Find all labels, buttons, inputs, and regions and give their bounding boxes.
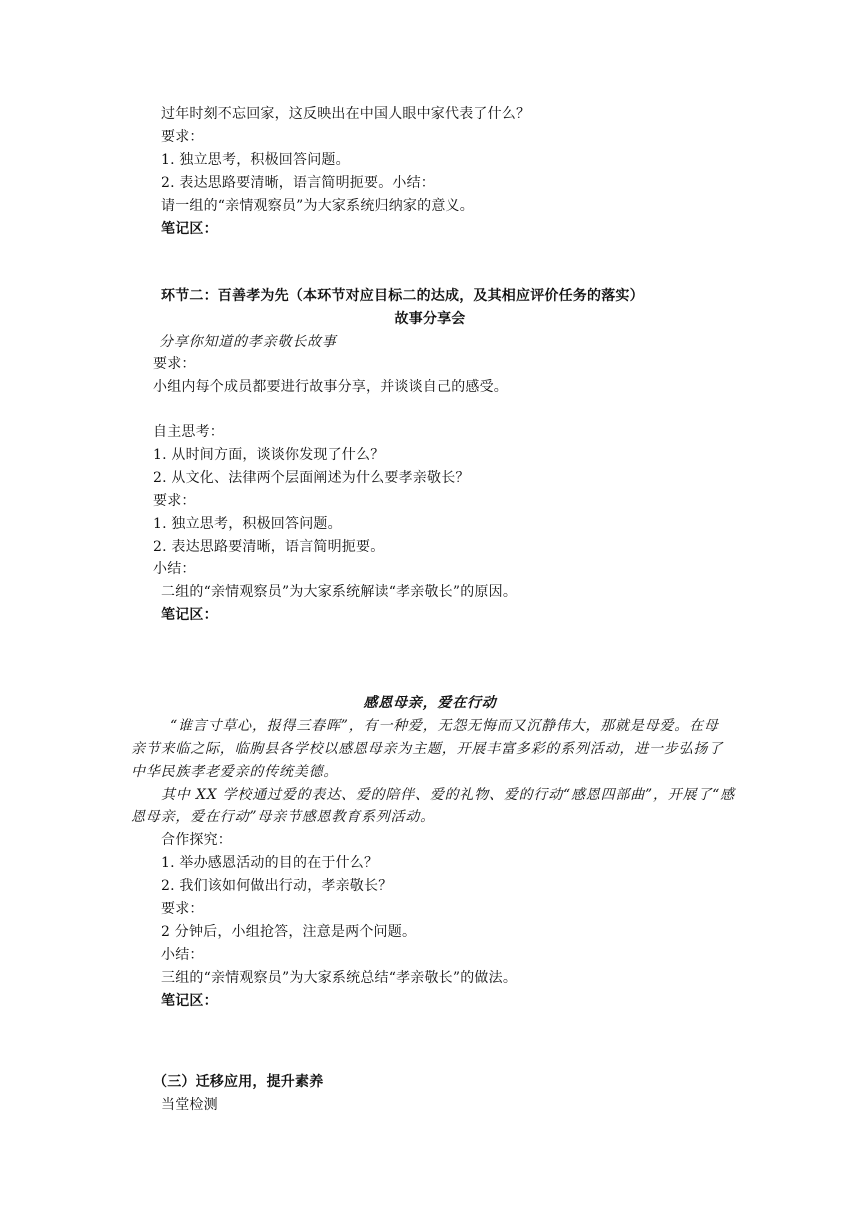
requirement-item: 1. 独立思考，积极回答问题。 [161,152,350,168]
coop-label: 合作探究： [161,832,232,848]
requirement-item: 1. 独立思考，积极回答问题。 [153,516,342,532]
question-item: 2. 从文化、法律两个层面阐述为什么要孝亲敬长？ [153,470,470,486]
section-heading: （三）迁移应用，提升素养 [153,1074,324,1090]
requirement-text: 2 分钟后，小组抢答，注意是两个问题。 [161,924,417,940]
story-title: 感恩母亲，爱在行动 [363,695,497,711]
notes-label: 笔记区： [161,221,218,237]
section-subheading: 故事分享会 [394,311,466,327]
question-item: 1. 举办感恩活动的目的在于什么？ [161,855,379,871]
paragraph-line: “谁言寸草心，报得三春晖”，有一种爱，无怨无悔而又沉静伟大，那就是母爱。在母 [170,718,719,734]
requirement-item: 2. 表达思路要清晰，语言简明扼要。小结： [161,175,436,191]
section-subheading: 当堂检测 [161,1097,218,1113]
summary-text: 三组的“亲情观察员”为大家系统总结“孝亲敬长”的做法。 [161,970,518,986]
question-item: 1. 从时间方面，谈谈你发现了什么？ [153,447,385,463]
question-text: 过年时刻不忘回家，这反映出在中国人眼中家代表了什么？ [161,106,531,122]
share-prompt: 分享你知道的孝亲敬长故事 [159,334,337,350]
summary-label: 小结： [153,561,196,577]
summary-text: 请一组的“亲情观察员”为大家系统归纳家的意义。 [161,198,474,214]
think-label: 自主思考： [153,424,224,440]
paragraph-line: 恩母亲，爱在行动”母亲节感恩教育系列活动。 [131,809,435,825]
requirement-text: 小组内每个成员都要进行故事分享，并谈谈自己的感受。 [153,379,508,395]
notes-label: 笔记区： [161,993,218,1009]
paragraph-line: 中华民族孝老爱亲的传统美德。 [131,764,339,780]
requirement-label: 要求： [161,901,204,917]
notes-label: 笔记区： [161,607,218,623]
summary-label: 小结： [161,947,204,963]
summary-text: 二组的“亲情观察员”为大家系统解读“孝亲敬长”的原因。 [161,584,518,600]
requirement-label: 要求： [153,493,196,509]
section-heading: 环节二：百善孝为先（本环节对应目标二的达成，及其相应评价任务的落实） [161,288,644,304]
paragraph-line: 亲节来临之际，临朐县各学校以感恩母亲为主题，开展丰富多彩的系列活动，进一步弘扬了 [131,741,723,757]
requirement-label: 要求： [153,356,196,372]
requirement-label: 要求： [161,129,204,145]
paragraph-line: 其中 XX 学校通过爱的表达、爱的陪伴、爱的礼物、爱的行动“感恩四部曲”，开展了“感 [161,787,735,803]
question-item: 2. 我们该如何做出行动，孝亲敬长？ [161,878,393,894]
requirement-item: 2. 表达思路要清晰，语言简明扼要。 [153,539,385,555]
